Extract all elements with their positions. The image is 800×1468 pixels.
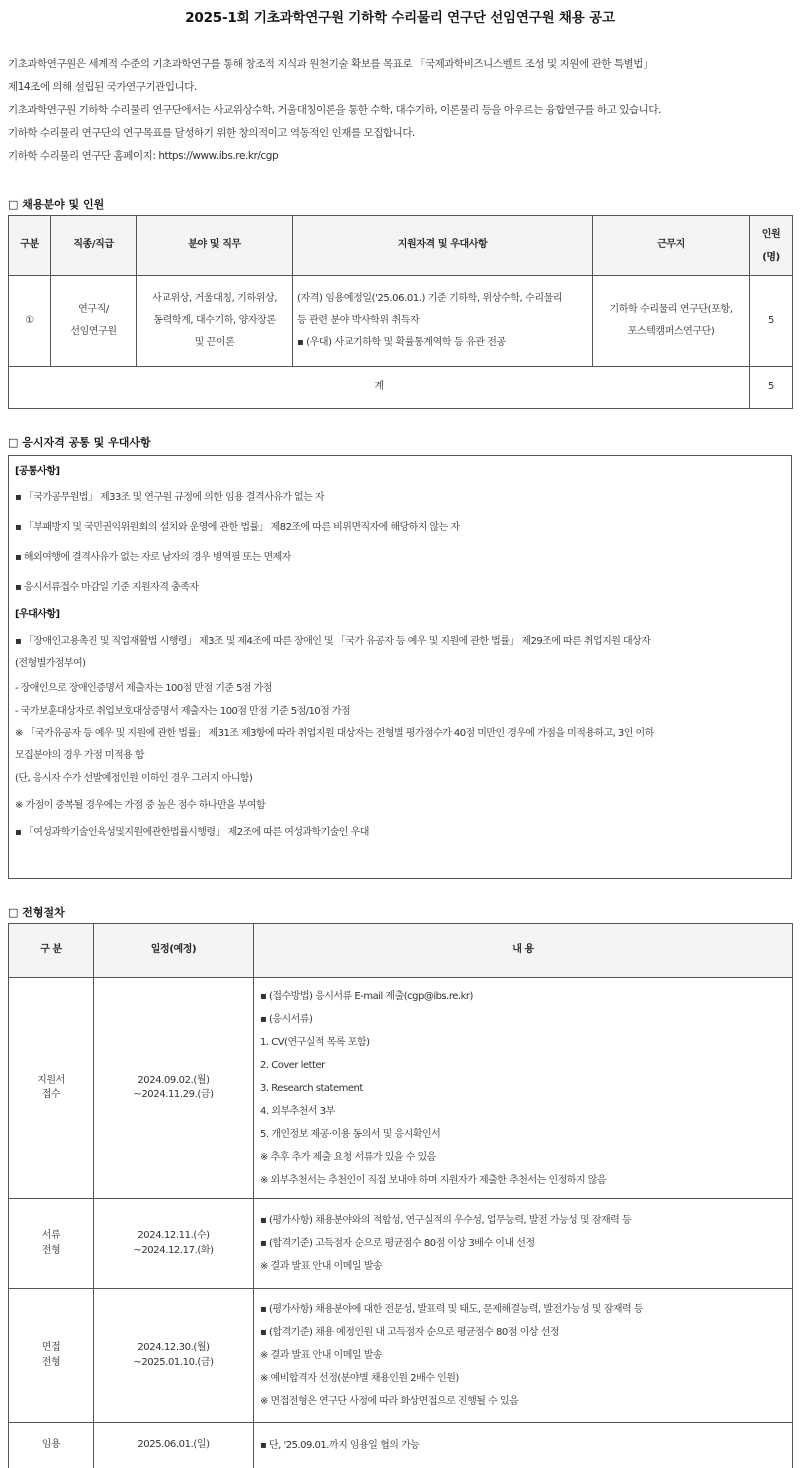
position-line: 연구직/ (78, 304, 109, 315)
section-heading-recruitment: □ 채용분야 및 인원 (8, 198, 105, 211)
content-line: ※ 외부추천서는 추천인이 직접 보내야 하며 지원자가 제출한 추천서는 인정하지 않음 (260, 1174, 607, 1186)
date-line: 2024.12.30.(월) (137, 1342, 210, 1353)
table-row (9, 1423, 793, 1468)
row-number: ① (9, 276, 51, 367)
intro-line: 기초과학연구원은 세계적 수준의 기초과학연구를 통해 창조적 지식과 원천기술 확보를 목표로 「국제과학비즈니스벨트 조성 및 지원에 관한 특별법」 (8, 58, 653, 70)
header-cell: 일정(예정) (94, 924, 254, 978)
preference-item: - 장애인으로 장애인증명서 제출자는 100점 만점 기준 5점 가점 (15, 683, 272, 694)
stage-cell (9, 1199, 94, 1289)
content-line: 3. Research statement (260, 1082, 363, 1094)
preference-item: - 국가보훈대상자로 취업보호대상증명서 제출자는 100점 만점 기준 5점/10점 가점 (15, 706, 351, 717)
stage-cell: 임용 (9, 1423, 94, 1468)
homepage-line: 기하학 수리물리 연구단 홈페이지: https://www.ibs.re.kr/cgp (8, 150, 279, 162)
date-cell (94, 978, 254, 1199)
recruitment-table (8, 215, 793, 409)
table-row (9, 978, 793, 1199)
qualification-cell (293, 276, 593, 367)
content-line: ※ 결과 발표 안내 이메일 발송 (260, 1261, 383, 1272)
date-cell: 2025.06.01.(일) (94, 1423, 254, 1468)
header-cell: 지원자격 및 우대사항 (293, 216, 593, 276)
content-line: 5. 개인정보 제공·이용 동의서 및 응시확인서 (260, 1128, 441, 1140)
content-line: ▪ 단, '25.09.01.까지 임용일 협의 가능 (260, 1440, 420, 1451)
process-table (8, 923, 793, 1468)
field-line: 및 끈이론 (194, 337, 235, 348)
content-line: 4. 외부추천서 3부 (260, 1105, 335, 1117)
header-cell: 구분 (9, 216, 51, 276)
stage-cell (9, 978, 94, 1199)
location-line: 기하학 수리물리 연구단(포항, (609, 304, 733, 315)
eligibility-item: ▪ 「국가공무원법」 제33조 및 연구원 규정에 의한 임용 결격사유가 없는 자 (15, 492, 325, 503)
intro-line: 기초과학연구원 기하학 수리물리 연구단에서는 사교위상수학, 거울대칭이론을 통한 수학, 대수기하, 이론물리 등을 아우르는 융합연구를 하고 있습니다. (8, 104, 661, 116)
content-line: ※ 면접전형은 연구단 사정에 따라 화상면접으로 진행될 수 있음 (260, 1396, 519, 1407)
stage-line: 서류 (41, 1230, 61, 1241)
section-heading-eligibility: □ 응시자격 공통 및 우대사항 (8, 436, 151, 449)
header-cell: 분야 및 직무 (137, 216, 293, 276)
table-header-row (9, 216, 793, 276)
eligibility-box (8, 455, 792, 879)
qualification-line: 등 관련 분야 박사학위 취득자 (297, 315, 420, 326)
content-line: ※ 추후 추가 제출 요청 서류가 있을 수 있음 (260, 1151, 436, 1163)
date-line: ~2025.01.10.(금) (133, 1356, 214, 1368)
page-title: 2025-1회 기초과학연구원 기하학 수리물리 연구단 선임연구원 채용 공고 (185, 10, 615, 26)
eligibility-item: ▪ 응시서류접수 마감일 기준 지원자격 충족자 (15, 582, 199, 593)
preference-item: (전형별가점부여) (15, 658, 86, 669)
preference-note: ※ 가점이 중복될 경우에는 가점 중 높은 점수 하나만을 부여함 (15, 800, 266, 811)
eligibility-item: ▪ 해외여행에 결격사유가 없는 자로 남자의 경우 병역필 또는 면제자 (15, 552, 291, 563)
section-heading-process: □ 전형절차 (8, 906, 65, 919)
qualification-line: ▪ (우대) 사교기하학 및 확률통계역학 등 유관 전공 (297, 337, 506, 348)
content-line: ▪ (접수방법) 응시서류 E-mail 제출(cgp@ibs.re.kr) (260, 990, 473, 1002)
table-row (9, 276, 793, 367)
field-line: 사교위상, 거울대칭, 기하위상, (151, 293, 277, 304)
stage-cell (9, 1289, 94, 1423)
header-cell: 인원 (명) (750, 216, 793, 276)
preference-item: ▪ 「장애인고용촉진 및 직업재활법 시행령」 제3조 및 제4조에 따른 장애인 및 「국가 유공자 등 예우 및 지원에 관한 법률」 제29조에 따른 취업지원 대상자 (15, 636, 651, 647)
intro-line: 제14조에 의해 설립된 국가연구기관입니다. (8, 81, 197, 93)
header-cell: 내 용 (254, 924, 793, 978)
header-cell: 구 분 (9, 924, 94, 978)
content-line: ▪ (합격기준) 채용 예정인원 내 고득점자 순으로 평균점수 80점 이상 선정 (260, 1327, 559, 1338)
stage-line: 전형 (41, 1244, 61, 1256)
content-cell (254, 1289, 793, 1423)
intro-section (8, 53, 792, 168)
location-cell (593, 276, 750, 367)
preference-note: 모집분야의 경우 가점 미적용 함 (15, 750, 144, 761)
content-line: ※ 예비합격자 선정(분야별 채용인원 2배수 인원) (260, 1373, 459, 1384)
eligibility-item: ▪ 「부패방지 및 국민권익위원회의 설치와 운영에 관한 법률」 제82조에 따른 비위면직자에 해당하지 않는 자 (15, 522, 460, 533)
position-cell (51, 276, 137, 367)
common-requirements-heading: [공통사항] (15, 466, 60, 477)
count-cell: 5 (750, 276, 793, 367)
position-line: 선임연구원 (70, 326, 117, 337)
content-line: ▪ (응시서류) (260, 1013, 313, 1025)
content-cell (254, 1423, 793, 1468)
preference-item: ▪ 「여성과학기술인육성및지원에관한법률시행령」 제2조에 따른 여성과학기술인 우대 (15, 827, 369, 838)
qualification-line: (자격) 임용예정일('25.06.01.) 기준 기하학, 위상수학, 수리물리 (297, 293, 563, 304)
total-label: 계 (9, 367, 750, 409)
content-line: ▪ (평가사항) 채용분야에 대한 전문성, 발표력 및 태도, 문제해결능력, 발전가능성 및 잠재력 등 (260, 1304, 644, 1315)
preference-heading: [우대사항] (15, 609, 60, 620)
header-cell: 직종/직급 (51, 216, 137, 276)
content-line: 2. Cover letter (260, 1059, 325, 1071)
content-cell (254, 1199, 793, 1289)
date-cell (94, 1199, 254, 1289)
field-line: 동력학계, 대수기하, 양자장론 (153, 315, 276, 326)
date-line: ~2024.11.29.(금) (133, 1089, 214, 1100)
total-row (9, 367, 793, 409)
stage-line: 면접 (41, 1342, 61, 1353)
date-line: 2024.12.11.(수) (137, 1230, 210, 1241)
date-line: 2024.09.02.(월) (137, 1074, 210, 1086)
stage-line: 지원서 (37, 1074, 65, 1086)
table-header-row (9, 924, 793, 978)
stage-line: 접수 (41, 1089, 61, 1100)
preference-note: ※ 「국가유공자 등 예우 및 지원에 관한 법률」 제31조 제3항에 따라 취업지원 대상자는 전형별 평가점수가 40점 미만인 경우에 가점을 미적용하고, 3인 이하 (15, 728, 654, 739)
content-cell (254, 978, 793, 1199)
content-line: ※ 결과 발표 안내 이메일 발송 (260, 1350, 383, 1361)
content-line: 1. CV(연구실적 목록 포함) (260, 1036, 370, 1048)
date-cell (94, 1289, 254, 1423)
field-cell (137, 276, 293, 367)
total-count: 5 (750, 367, 793, 409)
table-row (9, 1289, 793, 1423)
table-row (9, 1199, 793, 1289)
preference-note: (단, 응시자 수가 선발예정인원 이하인 경우 그러지 아니함) (15, 773, 253, 784)
intro-line: 기하학 수리물리 연구단의 연구목표를 달성하기 위한 창의적이고 역동적인 인재를 모집합니다. (8, 127, 415, 139)
header-cell: 근무지 (593, 216, 750, 276)
date-line: ~2024.12.17.(화) (133, 1244, 214, 1256)
stage-line: 전형 (41, 1356, 61, 1368)
content-line: ▪ (합격기준) 고득점자 순으로 평균점수 80점 이상 3배수 이내 선정 (260, 1238, 535, 1249)
content-line: ▪ (평가사항) 채용분야와의 적합성, 연구실적의 우수성, 업무능력, 발전 가능성 및 잠재력 등 (260, 1215, 632, 1226)
location-line: 포스텍캠퍼스연구단) (627, 326, 715, 337)
